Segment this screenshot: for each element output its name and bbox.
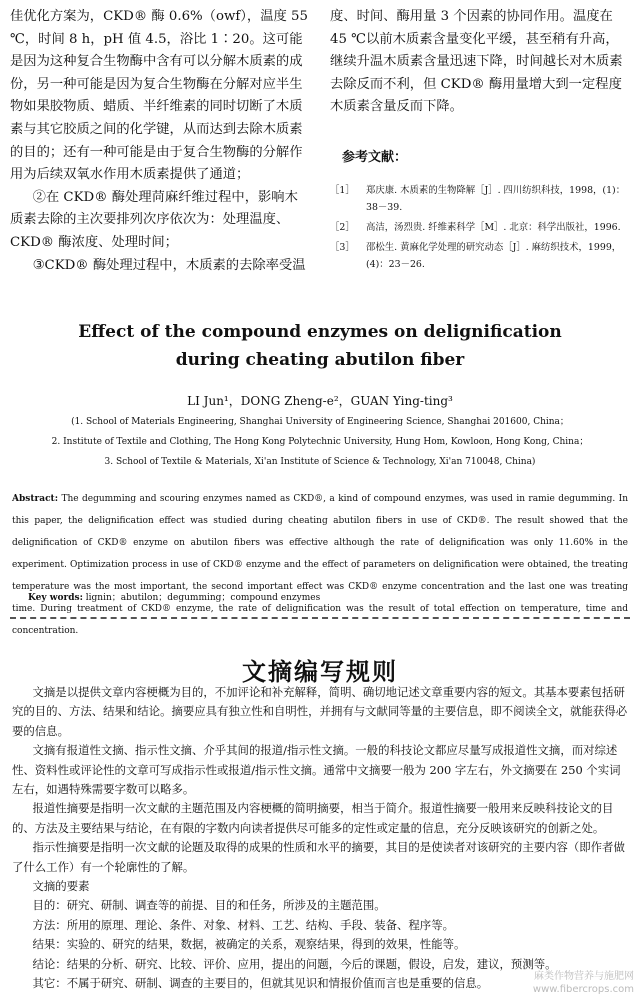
english-title-line-1: Effect of the compound enzymes on delignification xyxy=(78,322,562,342)
element-item: 目的：研究、研制、调查等的前提、目的和任务，所涉及的主题范围。 xyxy=(32,898,386,913)
affiliations xyxy=(0,412,640,472)
references-heading: 参考文献： xyxy=(342,149,408,165)
left-paragraph-3: ③CKD® 酶处理过程中，木质素的去除率受温 xyxy=(32,257,306,273)
left-paragraph-2: ②在 CKD® 酶处理苘麻纤维过程中，影响木质素去除的主次要排列次序依次为：处理温度、CKD® 酶浓度、处理时间； xyxy=(10,189,298,250)
element-item: 结果：实验的、研究的结果，数据，被确定的关系，观察结果，得到的效果，性能等。 xyxy=(32,937,466,952)
keywords-label: Key words: xyxy=(28,593,83,603)
keywords xyxy=(28,590,320,603)
reference-number: ［3］ xyxy=(330,241,355,253)
keywords-text: lignin；abutilon；degumming；compound enzymes xyxy=(85,593,321,603)
reference-number: ［1］ xyxy=(330,184,355,196)
reference-text: 郑庆康. 木质素的生物降解［J］. 四川纺织科技，1998，(1)：38－39. xyxy=(366,184,626,213)
reference-text: 高洁，汤烈贵. 纤维素科学［M］. 北京：科学出版社，1996. xyxy=(366,221,621,233)
element-item: 方法：所用的原理、理论、条件、对象、材料、工艺、结构、手段、装备、程序等。 xyxy=(32,917,454,932)
element-item: 结论：结果的分析、研究、比较、评价、应用，提出的问题，今后的课题，假设，启发，建议，预测等。 xyxy=(32,956,557,971)
affiliation-2: 2. Institute of Textile and Clothing, The Hong Kong Polytechnic University, Hung Hom, Kowloon, Hong Kong, China； xyxy=(51,437,589,447)
watermark-line-2: www.fibercrops.com xyxy=(532,984,634,995)
authors: LI Jun¹，DONG Zheng-e²，GUAN Ying-ting³ xyxy=(187,394,453,408)
abstract-label: Abstract: xyxy=(12,494,59,504)
reference-number: ［2］ xyxy=(330,221,355,233)
left-paragraph-1: 佳优化方案为，CKD® 酶 0.6%（owf），温度 55 ℃，时间 8 h，pH 值 4.5，浴比 1∶20。这可能是因为这种复合生物酶中含有可以分解木质素的成份，另一种可能是因为复合生物酶在分解对应半生物如果胶物质、蜡质、半纤维素的同时切断了木质素与其它胶质之间的化学键，从而达到去除木质素的目的；还有一种可能是由于复合生物酶的分解作用为后续双氧水作用木质素提供了通道； xyxy=(10,9,308,183)
rules-body xyxy=(12,683,628,994)
affiliation-3: 3. School of Textile & Materials, Xi'an Institute of Science & Technology, Xi'an 710048, China) xyxy=(104,457,536,467)
affiliation-1: (1. School of Materials Engineering, Shanghai University of Engineering Science, Shanghai 201600, China； xyxy=(71,417,569,427)
section-divider xyxy=(10,617,630,619)
reference-item xyxy=(330,239,630,273)
elements-heading: 文摘的要素 xyxy=(32,879,90,894)
right-paragraph: 度、时间、酶用量 3 个因素的协同作用。温度在 45 ℃以前木质素含量变化平缓，甚至稍有升高，继续升温木质素含量迅速下降，时间越长对木质素去除反而不利，但 CKD® 酶用量增大到一定程度木质素含量反而下降。 xyxy=(330,9,623,115)
left-column xyxy=(10,6,308,277)
rules-title: 文摘编写规则 xyxy=(242,658,398,686)
english-title-line-2: during cheating abutilon fiber xyxy=(175,350,465,370)
rules-paragraph-2: 文摘有报道性文摘、指示性文摘、介乎其间的报道/指示性文摘。一般的科技论文都应尽量写成报道性文摘，而对综述性、资料性或评论性的文章可写成指示性或报道/指示性文摘。通常中文摘要一般为 200 字左右，外文摘要在 250 个实词左右，如遇特殊需要字数可以略多。 xyxy=(12,743,621,797)
element-item: 其它：不属于研究、研制、调查的主要目的，但就其见识和情报价值而言也是重要的信息。 xyxy=(32,976,489,991)
watermark xyxy=(533,970,634,996)
reference-item xyxy=(330,182,630,216)
right-column xyxy=(330,6,630,276)
abstract-text: The degumming and scouring enzymes named as CKD®, a kind of compound enzymes, was used in ramie degumming. In this paper, the delignification effect was studied during cheating abutilon fibers in use of CKD®. The result showed that the delignification of CKD® enzyme on abutilon fibers was effective although the rate of delignification was only 11.60% in the experiment. Optimization process in use of CKD® enzyme and the effect of parameters on delignification were obtained, the treating temperature was the most important, the second important effect was CKD® enzyme concentration and the last one was treating time. During treatment of CKD® enzyme, the rate of delignification was the result of total effection on temperature, time and concentration. xyxy=(12,494,628,636)
rules-paragraph-4: 指示性摘要是指明一次文献的论题及取得的成果的性质和水平的摘要，其目的是使读者对该研究的主要内容（即作者做了什么工作）有一个轮廓性的了解。 xyxy=(12,840,625,874)
rules-paragraph-3: 报道性摘要是指明一次文献的主题范围及内容梗概的简明摘要，相当于简介。报道性摘要一般用来反映科技论文的目的、方法及主要结果与结论，在有限的字数内向读者提供尽可能多的定性或定量的信息，充分反映该研究的创新之处。 xyxy=(12,801,614,835)
reference-text: 邵松生. 黄麻化学处理的研究动态［J］. 麻纺织技术，1999，(4)：23－26. xyxy=(366,241,622,270)
english-title xyxy=(0,318,640,374)
watermark-line-1: 麻类作物营养与施肥网 xyxy=(534,971,634,982)
reference-item xyxy=(330,219,630,236)
rules-paragraph-1: 文摘是以提供文章内容梗概为目的，不加评论和补充解释，简明、确切地记述文章重要内容的短文。其基本要素包括研究的目的、方法、结果和结论。摘要应具有独立性和自明性，并拥有与文献同等量的主要信息，即不阅读全文，就能获得必要的信息。 xyxy=(12,685,628,738)
